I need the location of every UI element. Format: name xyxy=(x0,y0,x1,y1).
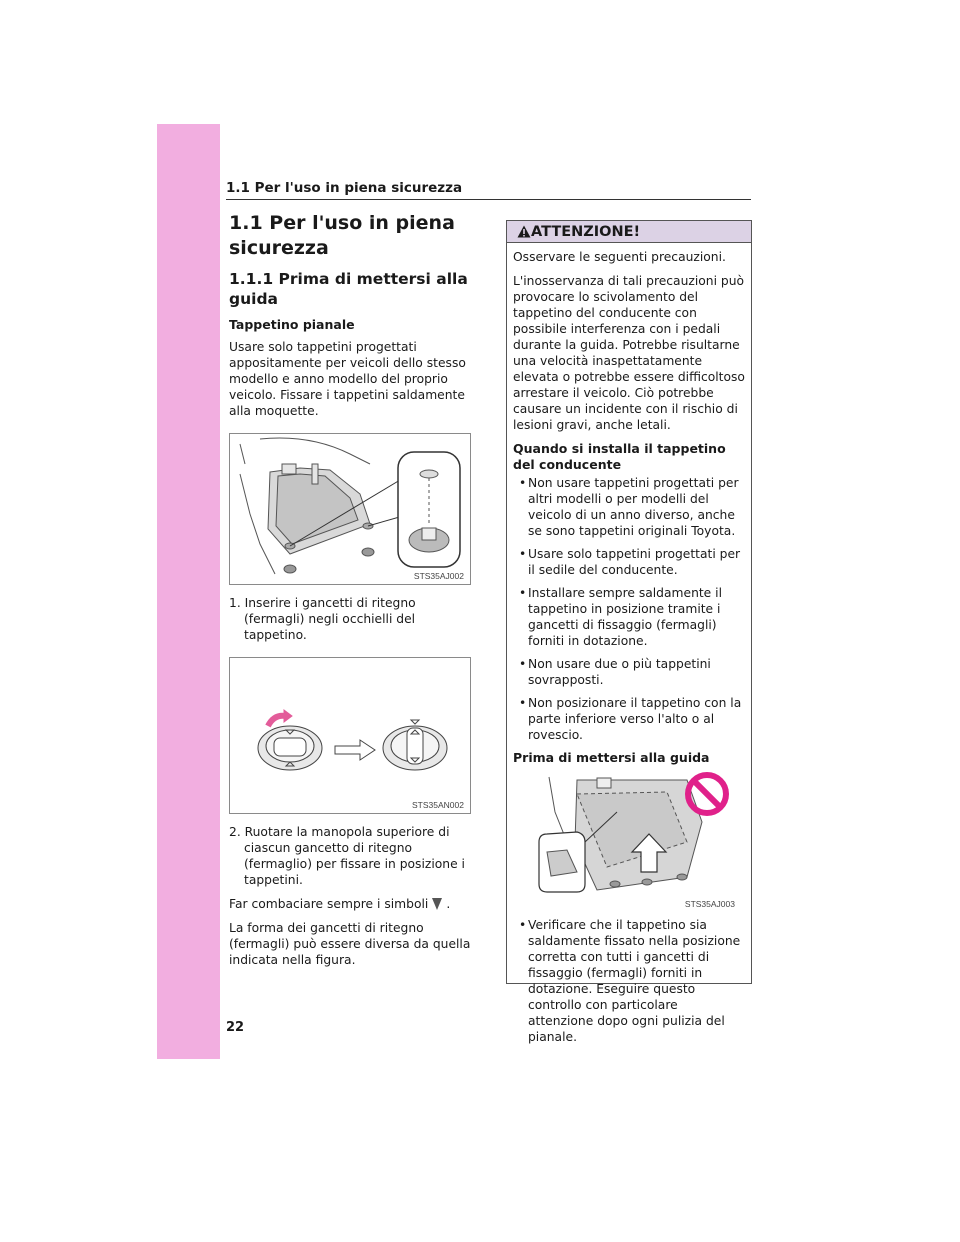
subsection-title: 1.1.1 Prima di mettersi alla guida xyxy=(229,270,468,308)
section-title: 1.1 Per l'uso in piena sicurezza xyxy=(229,212,455,259)
shape-note: La forma dei gancetti di ritegno (fermagli) può essere diversa da quella indicata nella figura. xyxy=(229,921,471,967)
warning-bullet: • Non posizionare il tappetino con la parte inferiore verso l'alto o al rovescio. xyxy=(513,695,745,743)
warning-title: ATTENZIONE! xyxy=(531,223,641,240)
triangle-symbol-icon xyxy=(432,898,442,910)
symbol-note-text: Far combaciare sempre i simboli xyxy=(229,897,429,911)
wrong-mat-illustration xyxy=(537,772,737,907)
figure-hook-rotation xyxy=(229,657,471,814)
warning-bullet: • Usare solo tappetini progettati per il sedile del conducente. xyxy=(513,546,745,578)
running-header: 1.1 Per l'uso in piena sicurezza xyxy=(226,180,463,196)
figure-code: STS35AN002 xyxy=(412,800,464,810)
figure-code: STS35AJ003 xyxy=(684,899,735,909)
warning-heading-install: Quando si installa il tappetino del conducente xyxy=(513,441,726,472)
page-number: 22 xyxy=(226,1020,245,1035)
step-2: 2. Ruotare la manopola superiore di ciascun gancetto di ritegno (fermaglio) per fissare in posizione i tappetini. xyxy=(229,825,465,887)
warning-intro: Osservare le seguenti precauzioni. xyxy=(513,250,726,264)
warning-heading-before-driving: Prima di mettersi alla guida xyxy=(513,750,710,765)
floor-mat-illustration xyxy=(230,434,470,584)
warning-bullet: • Non usare tappetini progettati per altri modelli o per modelli del veicolo di un anno diverso, anche se sono tappetini originali Toyota. xyxy=(513,475,745,539)
warning-triangle-icon xyxy=(517,225,531,238)
warning-box xyxy=(506,220,752,1044)
topic-heading: Tappetino pianale xyxy=(229,317,355,332)
warning-consequence: L'inosservanza di tali precauzioni può provocare lo scivolamento del tappetino del conducente con possibile interferenza con i pedali durante la guida. Potrebbe risultarne una velocità inaspettatamente elevata o potrebbe essere difficoltoso arrestare il veicolo. Ciò potrebbe causare un incidente con il rischio di lesioni gravi, anche letali. xyxy=(513,274,745,432)
hook-rotation-illustration xyxy=(230,658,470,813)
warning-header xyxy=(507,221,751,243)
left-column xyxy=(229,211,471,976)
figure-wrong-mat xyxy=(537,772,737,907)
symbol-note xyxy=(229,896,471,912)
warning-bullet: • Installare sempre saldamente il tappetino in posizione tramite i gancetti di fissaggio (fermagli) forniti in dotazione. xyxy=(513,585,745,649)
header-divider xyxy=(226,199,751,200)
figure-code: STS35AJ002 xyxy=(413,571,464,581)
warning-bullet-final: • Verificare che il tappetino sia saldamente fissato nella posizione corretta con tutti i gancetti di fissaggio (fermagli) forniti in dotazione. Eseguire questo controllo con particolare attenzione dopo ogni pulizia del pianale. xyxy=(513,917,745,1045)
intro-paragraph: Usare solo tappetini progettati appositamente per veicoli dello stesso modello e anno modello del proprio veicolo. Fissare i tappetini saldamente alla moquette. xyxy=(229,340,466,418)
figure-floor-mat-hooks xyxy=(229,433,471,585)
page-sidebar-tab xyxy=(157,124,220,1059)
step-1: 1. Inserire i gancetti di ritegno (fermagli) negli occhielli del tappetino. xyxy=(229,596,416,642)
symbol-note-end: . xyxy=(446,897,451,911)
warning-bullet: • Non usare due o più tappetini sovrapposti. xyxy=(513,656,745,688)
warning-body xyxy=(507,243,751,1045)
